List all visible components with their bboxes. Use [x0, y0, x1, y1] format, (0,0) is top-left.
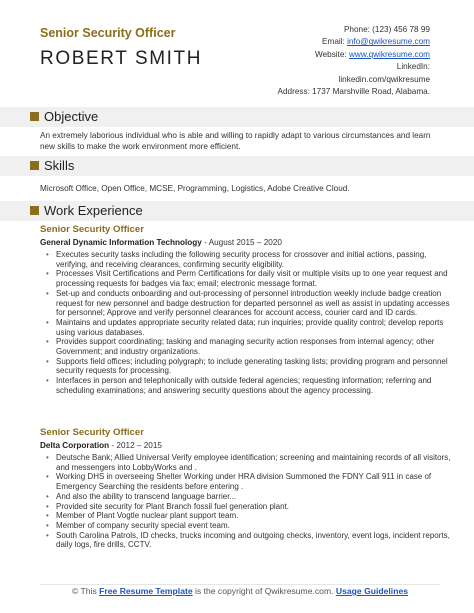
- objective-section-header: [0, 107, 474, 127]
- footer-divider: [40, 584, 440, 585]
- job-title: Senior Security Officer: [40, 26, 176, 40]
- footer: [40, 586, 440, 597]
- footer-copyright: © This: [71, 586, 100, 596]
- job-1-title: Senior Security Officer: [40, 224, 144, 235]
- duty-item: • And also the ability to transcend language barrier...: [56, 492, 451, 502]
- duty-item: • Working DHS in overseeing Shelter Working under HRA division Summoned the FDNY Call 911 in case of Emergency Searching the residents before entering .: [56, 472, 451, 491]
- contact-info: [250, 24, 430, 98]
- candidate-name: ROBERT SMITH: [40, 48, 203, 69]
- email-link[interactable]: info@qwikresume.com: [347, 37, 430, 47]
- website-label: Website:: [315, 49, 350, 59]
- skills-heading: Skills: [44, 158, 75, 173]
- job-2-company-line: [40, 441, 162, 450]
- section-marker-icon: [30, 161, 39, 170]
- work-heading: Work Experience: [44, 203, 143, 218]
- work-section-header: [0, 201, 474, 221]
- email-label: Email:: [322, 37, 348, 47]
- duty-item: • Maintains and updates appropriate security related data; run inquiries; provide quality control; develop reports using various databases.: [56, 318, 451, 337]
- linkedin-url: linkedin.com/qwikresume: [338, 74, 430, 84]
- section-marker-icon: [30, 206, 39, 215]
- free-resume-template-link[interactable]: Free Resume Template: [99, 586, 193, 596]
- website-line: [250, 49, 430, 61]
- footer-middle-text: is the copyright of Qwikresume.com.: [192, 586, 336, 596]
- objective-text: An extremely laborious individual who is able and willing to rapidly adapt to various circumstances and learn new skills to make the work environment more efficient.: [40, 131, 431, 151]
- address: Address: 1737 Marshville Road, Alabama.: [277, 87, 430, 97]
- duty-item: • Deutsche Bank; Allied Universal Verify employee identification; screening and maintaining records of all visitors, and messengers into LobbyWorks and .: [56, 453, 451, 472]
- duty-item: • Member of Plant Vogtle nuclear plant support team.: [56, 511, 451, 521]
- skills-section-header: [0, 156, 474, 176]
- job-1-duties: [40, 250, 451, 396]
- website-link[interactable]: www.qwikresume.com: [349, 49, 430, 59]
- job-2-duties: [40, 453, 451, 550]
- objective-heading: Objective: [44, 109, 99, 124]
- phone: Phone: (123) 456 78 99: [343, 25, 430, 34]
- usage-guidelines-link[interactable]: Usage Guidelines: [335, 586, 409, 596]
- duty-item: • South Carolina Patrols, ID checks, trucks incoming and outgoing checks, inventory, event logs, incident reports, daily logs, fire drills, CCTV.: [56, 531, 451, 550]
- job-1-company-line: [40, 238, 282, 247]
- duty-item: • Processes Visit Certifications and Perm Certifications for daily visit or multiple visits up to one year request and processing requests for badges via fax; email; electronic message format.: [56, 269, 451, 288]
- linkedin-label: LinkedIn:: [396, 62, 430, 72]
- resume-header: [0, 0, 474, 100]
- duty-item: • Member of company security special event team.: [56, 521, 451, 531]
- email-line: [250, 36, 430, 48]
- duty-item: • Provides support coordinating; tasking and managing security action responses from internal agency; other Government; and industry organizations.: [56, 337, 451, 356]
- job-1-company: General Dynamic Information Technology: [40, 238, 202, 247]
- job-2-title: Senior Security Officer: [40, 427, 144, 438]
- skills-text: Microsoft Office, Open Office, MCSE, Programming, Logistics, Adobe Creative Cloud.: [40, 184, 350, 193]
- job-1-dates: - August 2015 – 2020: [201, 238, 282, 247]
- job-2-dates: - 2012 – 2015: [109, 441, 162, 450]
- duty-item: • Interfaces in person and telephonically with outside federal agencies; requesting information; referring and scheduling examinations; and answering security questions about the agency processing.: [56, 376, 451, 395]
- duty-item: • Set-up and conducts onboarding and out-processing of personnel introduction weekly include badge creation request for new personnel and badge destruction for departed personnel as well as assist in updating accesses for personnel; Approve and verify personnel clearances for account access, courier card and ID cards.: [56, 289, 451, 318]
- duty-item: • Provided site security for Plant Branch fossil fuel generation plant.: [56, 502, 451, 512]
- section-marker-icon: [30, 112, 39, 121]
- duty-item: • Supports field offices; including polygraph; to include generating tasking lists; providing program and personnel security requests for processing.: [56, 357, 451, 376]
- duty-item: • Executes security tasks including the following security process for crossover and initial actions, passing, verifying, and receiving clearances, confirming security eligibility.: [56, 250, 451, 269]
- job-2-company: Delta Corporation: [40, 441, 110, 450]
